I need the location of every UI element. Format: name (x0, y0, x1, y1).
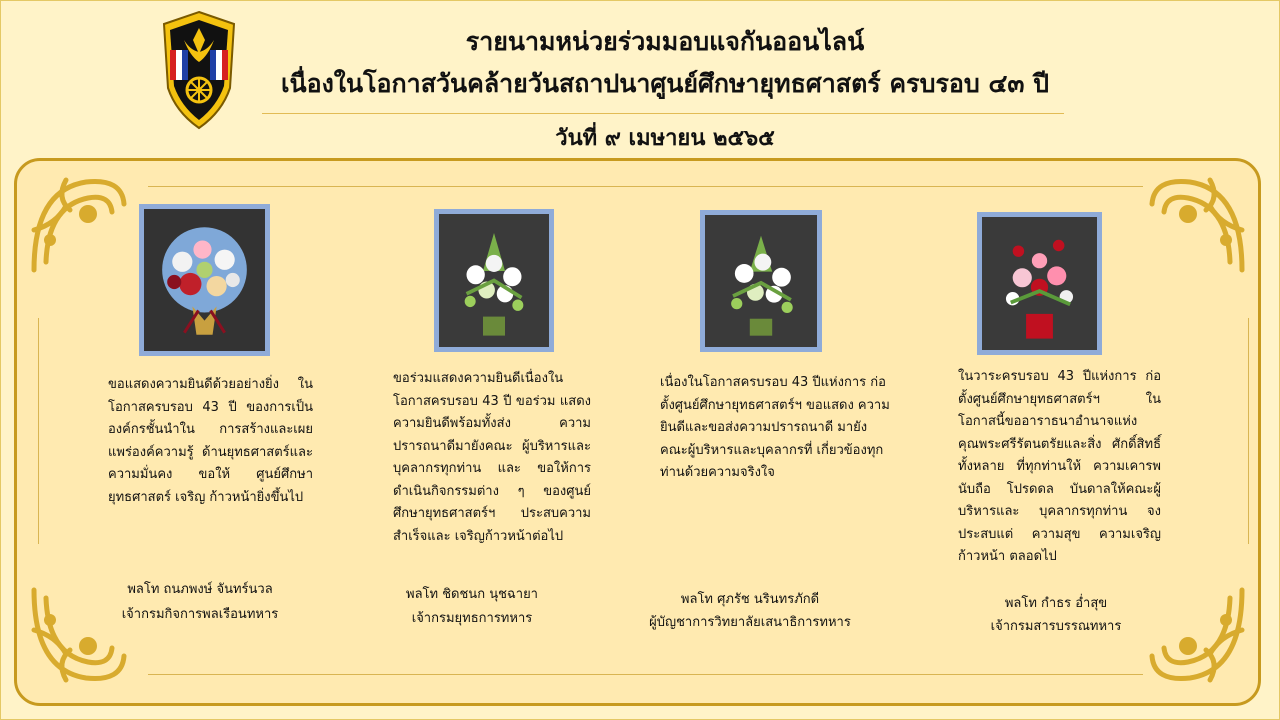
panel-right-rule (1248, 318, 1249, 544)
title-divider (262, 113, 1064, 114)
flower-vase-photo-3 (700, 210, 822, 352)
card-message-2: ขอร่วมแสดงความยินดีเนื่องใน โอกาสครบรอบ 43 ปี ขอร่วม แสดงความยินดีพร้อมทั้งส่ง ความปรารถนาดีมายังคณะ ผู้บริหารและบุคลากรทุกท่าน และ ขอให้การดำเนินกิจกรรมต่าง ๆ ของศูนย์ศึกษายุทธศาสตร์ฯ ประสบความสำเร็จและ เจริญก้าวหน้าต่อไป (393, 371, 591, 544)
gold-corner-ornament-icon (26, 170, 136, 280)
date-line: วันที่ ๙ เมษายน ๒๕๖๕ (555, 126, 775, 151)
card-sender-name-3: พลโท ศุภรัช นรินทรภักดี (680, 592, 820, 607)
card-sender-name-2: พลโท ชิดชนก นุชฉายา (406, 587, 538, 602)
card-sender-title-2: เจ้ากรมยุทธการทหาร (411, 611, 533, 626)
card-sender-title-3: ผู้บัญชาการวิทยาลัยเสนาธิการทหาร (649, 615, 851, 630)
flower-vase-photo-4 (977, 212, 1102, 355)
card-sender-title-1: เจ้ากรมกิจการพลเรือนทหาร (121, 607, 279, 622)
card-sender-title-4: เจ้ากรมสารบรรณทหาร (990, 619, 1122, 634)
panel-top-rule (148, 186, 1143, 187)
flower-vase-photo-1 (139, 204, 270, 356)
card-message-4: ในวาระครบรอบ 43 ปีแห่งการ ก่อตั้งศูนย์ศึกษายุทธศาสตร์ฯ ใน โอกาสนี้ขออาราธนาอำนาจแห่ง คุณพระศรีรัตนตรัยและสิ่ง ศักดิ์สิทธิ์ทั้งหลาย ที่ทุกท่านให้ ความเคารพนับถือ โปรดดล บันดาลให้คณะผู้บริหารและ บุคลากรทุกท่าน จงประสบแต่ ความสุข ความเจริญก้าวหน้า ตลอดไป (958, 369, 1161, 564)
card-message-3: เนื่องในโอกาสครบรอบ 43 ปีแห่งการ ก่อตั้งศูนย์ศึกษายุทธศาสตร์ฯ ขอแสดง ความยินดีและขอส่งความปรารถนาดี มายัง คณะผู้บริหารและบุคลากรที่ เกี่ยวข้องทุกท่านด้วยความจริงใจ (660, 375, 890, 480)
army-emblem-icon (160, 10, 238, 130)
card-sender-name-4: พลโท กำธร อ่ำสุข (1004, 596, 1108, 611)
card-message-1: ขอแสดงความยินดีด้วยอย่างยิ่ง ในโอกาสครบรอบ 43 ปี ของการเป็นองค์กรชั้นนำใน การสร้างและเผยแพร่องค์ความรู้ ด้านยุทธศาสตร์และความมั่นคง ขอให้ ศูนย์ศึกษายุทธศาสตร์ เจริญ ก้าวหน้ายิ่งขึ้นไป (108, 377, 313, 505)
flower-vase-photo-2 (434, 209, 554, 352)
page-title: รายนามหน่วยร่วมมอบแจกันออนไลน์ (465, 27, 865, 56)
panel-bottom-rule (148, 674, 1143, 675)
card-sender-name-1: พลโท ถนภพงษ์ จันทร์นวล (127, 582, 273, 597)
panel-left-rule (38, 318, 39, 544)
page-subtitle: เนื่องในโอกาสวันคล้ายวันสถาปนาศูนย์ศึกษายุทธศาสตร์ ครบรอบ ๔๓ ปี (280, 69, 1050, 98)
gold-corner-ornament-icon (1140, 170, 1250, 280)
